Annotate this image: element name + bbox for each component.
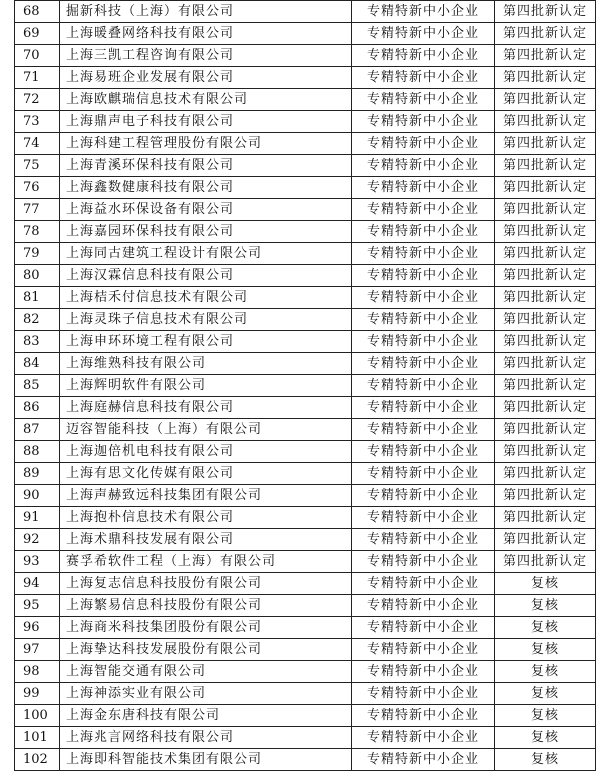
table-row	[15, 441, 596, 463]
table-row	[15, 353, 596, 375]
table-row	[15, 375, 596, 397]
row-number-cell: 91	[15, 507, 60, 529]
enterprise-type-cell: 专精特新中小企业	[352, 485, 495, 507]
row-number-cell: 75	[15, 155, 60, 177]
row-number-cell: 69	[15, 23, 60, 45]
certification-status-cell: 复核	[495, 617, 596, 639]
enterprise-type-cell: 专精特新中小企业	[352, 595, 495, 617]
company-name-cell: 上海迦倍机电科技有限公司	[60, 441, 352, 463]
enterprise-type-cell: 专精特新中小企业	[352, 507, 495, 529]
table-row	[15, 67, 596, 89]
company-name-cell: 上海同古建筑工程设计有限公司	[60, 243, 352, 265]
certification-status-cell: 第四批新认定	[495, 243, 596, 265]
enterprise-type-cell: 专精特新中小企业	[352, 639, 495, 661]
table-row	[15, 573, 596, 595]
company-name-cell: 上海抱朴信息技术有限公司	[60, 507, 352, 529]
row-number-cell: 85	[15, 375, 60, 397]
row-number-cell: 101	[15, 727, 60, 749]
enterprise-type-cell: 专精特新中小企业	[352, 551, 495, 573]
row-number-cell: 95	[15, 595, 60, 617]
certification-status-cell: 复核	[495, 727, 596, 749]
table-row	[15, 485, 596, 507]
certification-status-cell: 第四批新认定	[495, 353, 596, 375]
row-number-cell: 80	[15, 265, 60, 287]
row-number-cell: 72	[15, 89, 60, 111]
enterprise-type-cell: 专精特新中小企业	[352, 243, 495, 265]
row-number-cell: 99	[15, 683, 60, 705]
company-name-cell: 上海即科智能技术集团有限公司	[60, 749, 352, 771]
certification-status-cell: 第四批新认定	[495, 419, 596, 441]
table-row	[15, 89, 596, 111]
company-name-cell: 上海复志信息科技股份有限公司	[60, 573, 352, 595]
row-number-cell: 86	[15, 397, 60, 419]
company-name-cell: 上海辉明软件有限公司	[60, 375, 352, 397]
enterprise-type-cell: 专精特新中小企业	[352, 419, 495, 441]
enterprise-type-cell: 专精特新中小企业	[352, 45, 495, 67]
certification-status-cell: 第四批新认定	[495, 441, 596, 463]
company-name-cell: 上海桔禾付信息技术有限公司	[60, 287, 352, 309]
company-name-cell: 上海商米科技集团股份有限公司	[60, 617, 352, 639]
certification-status-cell: 复核	[495, 639, 596, 661]
enterprise-type-cell: 专精特新中小企业	[352, 133, 495, 155]
table-row	[15, 727, 596, 749]
table-row	[15, 177, 596, 199]
enterprise-type-cell: 专精特新中小企业	[352, 463, 495, 485]
certification-status-cell: 第四批新认定	[495, 89, 596, 111]
company-name-cell: 上海申环环境工程有限公司	[60, 331, 352, 353]
certification-status-cell: 第四批新认定	[495, 133, 596, 155]
company-name-cell: 上海金东唐科技有限公司	[60, 705, 352, 727]
certification-status-cell: 复核	[495, 573, 596, 595]
company-name-cell: 上海鼎声电子科技有限公司	[60, 111, 352, 133]
enterprise-type-cell: 专精特新中小企业	[352, 287, 495, 309]
row-number-cell: 102	[15, 749, 60, 771]
enterprise-type-cell: 专精特新中小企业	[352, 683, 495, 705]
row-number-cell: 92	[15, 529, 60, 551]
table-row	[15, 287, 596, 309]
row-number-cell: 98	[15, 661, 60, 683]
table-row	[15, 551, 596, 573]
enterprise-type-cell: 专精特新中小企业	[352, 67, 495, 89]
certification-status-cell: 第四批新认定	[495, 221, 596, 243]
enterprise-type-cell: 专精特新中小企业	[352, 89, 495, 111]
enterprise-type-cell: 专精特新中小企业	[352, 397, 495, 419]
table-row	[15, 199, 596, 221]
enterprise-type-cell: 专精特新中小企业	[352, 111, 495, 133]
company-name-cell: 上海庭赫信息科技有限公司	[60, 397, 352, 419]
enterprise-type-cell: 专精特新中小企业	[352, 177, 495, 199]
row-number-cell: 88	[15, 441, 60, 463]
company-name-cell: 上海暖叠网络科技有限公司	[60, 23, 352, 45]
table-row	[15, 23, 596, 45]
company-name-cell: 上海汉霖信息科技有限公司	[60, 265, 352, 287]
company-name-cell: 上海科建工程管理股份有限公司	[60, 133, 352, 155]
company-name-cell: 上海挚达科技发展股份有限公司	[60, 639, 352, 661]
enterprise-type-cell: 专精特新中小企业	[352, 309, 495, 331]
company-name-cell: 上海灵珠子信息技术有限公司	[60, 309, 352, 331]
enterprise-type-cell: 专精特新中小企业	[352, 705, 495, 727]
table-row	[15, 705, 596, 727]
enterprise-type-cell: 专精特新中小企业	[352, 265, 495, 287]
enterprise-type-cell: 专精特新中小企业	[352, 661, 495, 683]
enterprise-type-cell: 专精特新中小企业	[352, 375, 495, 397]
enterprise-type-cell: 专精特新中小企业	[352, 331, 495, 353]
table-row	[15, 331, 596, 353]
certification-status-cell: 第四批新认定	[495, 177, 596, 199]
company-name-cell: 上海声赫致远科技集团有限公司	[60, 485, 352, 507]
row-number-cell: 70	[15, 45, 60, 67]
company-name-cell: 赛孚希软件工程（上海）有限公司	[60, 551, 352, 573]
certification-status-cell: 第四批新认定	[495, 309, 596, 331]
table-row	[15, 221, 596, 243]
table-body	[15, 1, 596, 771]
company-name-cell: 上海欧麒瑞信息技术有限公司	[60, 89, 352, 111]
table-row	[15, 507, 596, 529]
company-name-cell: 上海鑫数健康科技有限公司	[60, 177, 352, 199]
table-row	[15, 595, 596, 617]
certification-status-cell: 第四批新认定	[495, 375, 596, 397]
table-row	[15, 309, 596, 331]
row-number-cell: 90	[15, 485, 60, 507]
row-number-cell: 79	[15, 243, 60, 265]
row-number-cell: 100	[15, 705, 60, 727]
certification-status-cell: 第四批新认定	[495, 529, 596, 551]
row-number-cell: 76	[15, 177, 60, 199]
certification-status-cell: 复核	[495, 683, 596, 705]
enterprise-type-cell: 专精特新中小企业	[352, 353, 495, 375]
row-number-cell: 77	[15, 199, 60, 221]
company-name-cell: 上海术鼎科技发展有限公司	[60, 529, 352, 551]
row-number-cell: 94	[15, 573, 60, 595]
row-number-cell: 89	[15, 463, 60, 485]
certification-status-cell: 第四批新认定	[495, 45, 596, 67]
certification-status-cell: 第四批新认定	[495, 67, 596, 89]
certification-status-cell: 第四批新认定	[495, 331, 596, 353]
company-name-cell: 上海维熟科技有限公司	[60, 353, 352, 375]
certification-status-cell: 第四批新认定	[495, 265, 596, 287]
table-row	[15, 265, 596, 287]
certification-status-cell: 第四批新认定	[495, 485, 596, 507]
enterprise-type-cell: 专精特新中小企业	[352, 23, 495, 45]
company-name-cell: 迈容智能科技（上海）有限公司	[60, 419, 352, 441]
row-number-cell: 71	[15, 67, 60, 89]
table-row	[15, 111, 596, 133]
certification-status-cell: 第四批新认定	[495, 287, 596, 309]
enterprise-type-cell: 专精特新中小企业	[352, 441, 495, 463]
row-number-cell: 96	[15, 617, 60, 639]
company-name-cell: 上海神添实业有限公司	[60, 683, 352, 705]
row-number-cell: 74	[15, 133, 60, 155]
certification-status-cell: 复核	[495, 749, 596, 771]
table-row	[15, 419, 596, 441]
row-number-cell: 82	[15, 309, 60, 331]
table-row	[15, 45, 596, 67]
enterprise-type-cell: 专精特新中小企业	[352, 221, 495, 243]
company-name-cell: 上海智能交通有限公司	[60, 661, 352, 683]
company-name-cell: 上海嘉园环保科技有限公司	[60, 221, 352, 243]
table-row	[15, 133, 596, 155]
company-name-cell: 上海益水环保设备有限公司	[60, 199, 352, 221]
certification-status-cell: 第四批新认定	[495, 463, 596, 485]
table-row	[15, 639, 596, 661]
certification-status-cell: 复核	[495, 705, 596, 727]
enterprise-type-cell: 专精特新中小企业	[352, 749, 495, 771]
certification-status-cell: 复核	[495, 661, 596, 683]
table-row	[15, 683, 596, 705]
table-row	[15, 529, 596, 551]
certification-status-cell: 第四批新认定	[495, 23, 596, 45]
company-name-cell: 上海三凯工程咨询有限公司	[60, 45, 352, 67]
certification-status-cell: 第四批新认定	[495, 397, 596, 419]
table-row	[15, 1, 596, 23]
table-row	[15, 617, 596, 639]
row-number-cell: 78	[15, 221, 60, 243]
row-number-cell: 68	[15, 1, 60, 23]
enterprise-type-cell: 专精特新中小企业	[352, 529, 495, 551]
row-number-cell: 81	[15, 287, 60, 309]
enterprise-type-cell: 专精特新中小企业	[352, 199, 495, 221]
enterprise-type-cell: 专精特新中小企业	[352, 155, 495, 177]
certification-status-cell: 第四批新认定	[495, 1, 596, 23]
certification-status-cell: 第四批新认定	[495, 551, 596, 573]
certification-status-cell: 第四批新认定	[495, 199, 596, 221]
table-row	[15, 397, 596, 419]
company-name-cell: 掘新科技（上海）有限公司	[60, 1, 352, 23]
company-name-cell: 上海易班企业发展有限公司	[60, 67, 352, 89]
enterprise-type-cell: 专精特新中小企业	[352, 617, 495, 639]
row-number-cell: 73	[15, 111, 60, 133]
row-number-cell: 83	[15, 331, 60, 353]
certification-status-cell: 第四批新认定	[495, 155, 596, 177]
certification-status-cell: 复核	[495, 595, 596, 617]
row-number-cell: 97	[15, 639, 60, 661]
company-name-cell: 上海有思文化传媒有限公司	[60, 463, 352, 485]
row-number-cell: 84	[15, 353, 60, 375]
company-name-cell: 上海繁易信息科技股份有限公司	[60, 595, 352, 617]
table-row	[15, 155, 596, 177]
company-name-cell: 上海兆言网络科技有限公司	[60, 727, 352, 749]
enterprise-type-cell: 专精特新中小企业	[352, 573, 495, 595]
row-number-cell: 93	[15, 551, 60, 573]
row-number-cell: 87	[15, 419, 60, 441]
certification-status-cell: 第四批新认定	[495, 507, 596, 529]
company-name-cell: 上海青溪环保科技有限公司	[60, 155, 352, 177]
enterprise-type-cell: 专精特新中小企业	[352, 727, 495, 749]
table-row	[15, 463, 596, 485]
table-row	[15, 243, 596, 265]
table-row	[15, 661, 596, 683]
table-row	[15, 749, 596, 771]
certification-status-cell: 第四批新认定	[495, 111, 596, 133]
enterprise-type-cell: 专精特新中小企业	[352, 1, 495, 23]
enterprise-list-table	[14, 0, 596, 771]
